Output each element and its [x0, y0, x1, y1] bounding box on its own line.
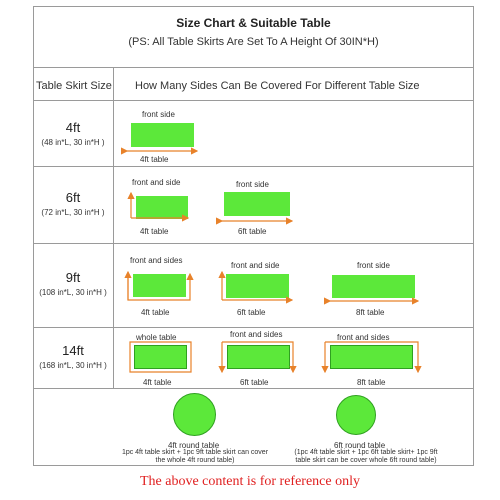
size-cell-6ft: [33, 190, 113, 217]
size-value: 9ft: [65, 270, 81, 285]
size-column-header: Table Skirt Size: [36, 80, 112, 92]
size-value: 6ft: [65, 190, 81, 205]
coverage-label: front and side: [132, 178, 181, 187]
size-cell-4ft: [33, 120, 113, 147]
reference-disclaimer: The above content is for reference only: [139, 474, 360, 489]
divider: [33, 100, 474, 101]
divider: [33, 166, 474, 167]
table-size-label: 8ft table: [357, 378, 386, 387]
size-dimensions: (72 in*L, 30 in*H ): [41, 208, 105, 217]
chart-title: Size Chart & Suitable Table: [176, 16, 331, 30]
round-table-note: (1pc 4ft table skirt + 1pc 6ft table skirt+ 1pc 9ft table skirt can be cover whole 6ft round table): [294, 449, 438, 464]
coverage-label: front side: [357, 261, 390, 270]
table-illustration: [224, 192, 290, 216]
divider: [33, 67, 474, 68]
table-illustration: [226, 274, 289, 298]
table-illustration: [134, 345, 187, 369]
table-size-label: 4ft table: [140, 227, 169, 236]
table-size-label: 4ft table: [141, 308, 170, 317]
size-chart-frame: [33, 6, 474, 466]
table-illustration: [133, 274, 186, 297]
coverage-label: front side: [236, 180, 269, 189]
column-divider: [113, 67, 114, 388]
coverage-label: front and sides: [337, 333, 390, 342]
table-size-label: 6ft table: [238, 227, 267, 236]
divider: [33, 388, 474, 389]
table-size-label: 6ft table: [240, 378, 269, 387]
table-size-label: 6ft table: [237, 308, 266, 317]
coverage-label: front and sides: [130, 256, 183, 265]
table-illustration: [136, 196, 188, 219]
size-dimensions: (48 in*L, 30 in*H ): [41, 138, 105, 147]
round-table-illustration: [173, 393, 216, 436]
coverage-label: front and side: [231, 261, 280, 270]
divider: [33, 243, 474, 244]
size-cell-14ft: [33, 343, 113, 370]
table-illustration: [330, 345, 413, 369]
table-size-label: 4ft table: [140, 155, 169, 164]
coverage-label: front side: [142, 110, 175, 119]
round-table-illustration: [336, 395, 376, 435]
table-illustration: [332, 275, 415, 298]
table-size-label: 4ft table: [143, 378, 172, 387]
coverage-column-header: How Many Sides Can Be Covered For Different Table Size: [135, 80, 420, 92]
round-table-note: 1pc 4ft table skirt + 1pc 9ft table skirt can cover the whole 4ft round table): [121, 449, 269, 464]
table-illustration: [227, 345, 290, 369]
size-dimensions: (168 in*L, 30 in*H ): [39, 361, 107, 370]
table-illustration: [131, 123, 194, 147]
size-value: 4ft: [65, 120, 81, 135]
round-table-label: 4ft round table: [168, 441, 220, 450]
round-table-label: 6ft round table: [334, 441, 386, 450]
size-cell-9ft: [33, 270, 113, 297]
size-dimensions: (108 in*L, 30 in*H ): [39, 288, 107, 297]
table-size-label: 8ft table: [356, 308, 385, 317]
divider: [33, 327, 474, 328]
size-value: 14ft: [62, 343, 84, 358]
coverage-label: front and sides: [230, 330, 283, 339]
chart-subtitle: (PS: All Table Skirts Are Set To A Height Of 30IN*H): [128, 36, 379, 48]
coverage-label: whole table: [136, 333, 177, 342]
